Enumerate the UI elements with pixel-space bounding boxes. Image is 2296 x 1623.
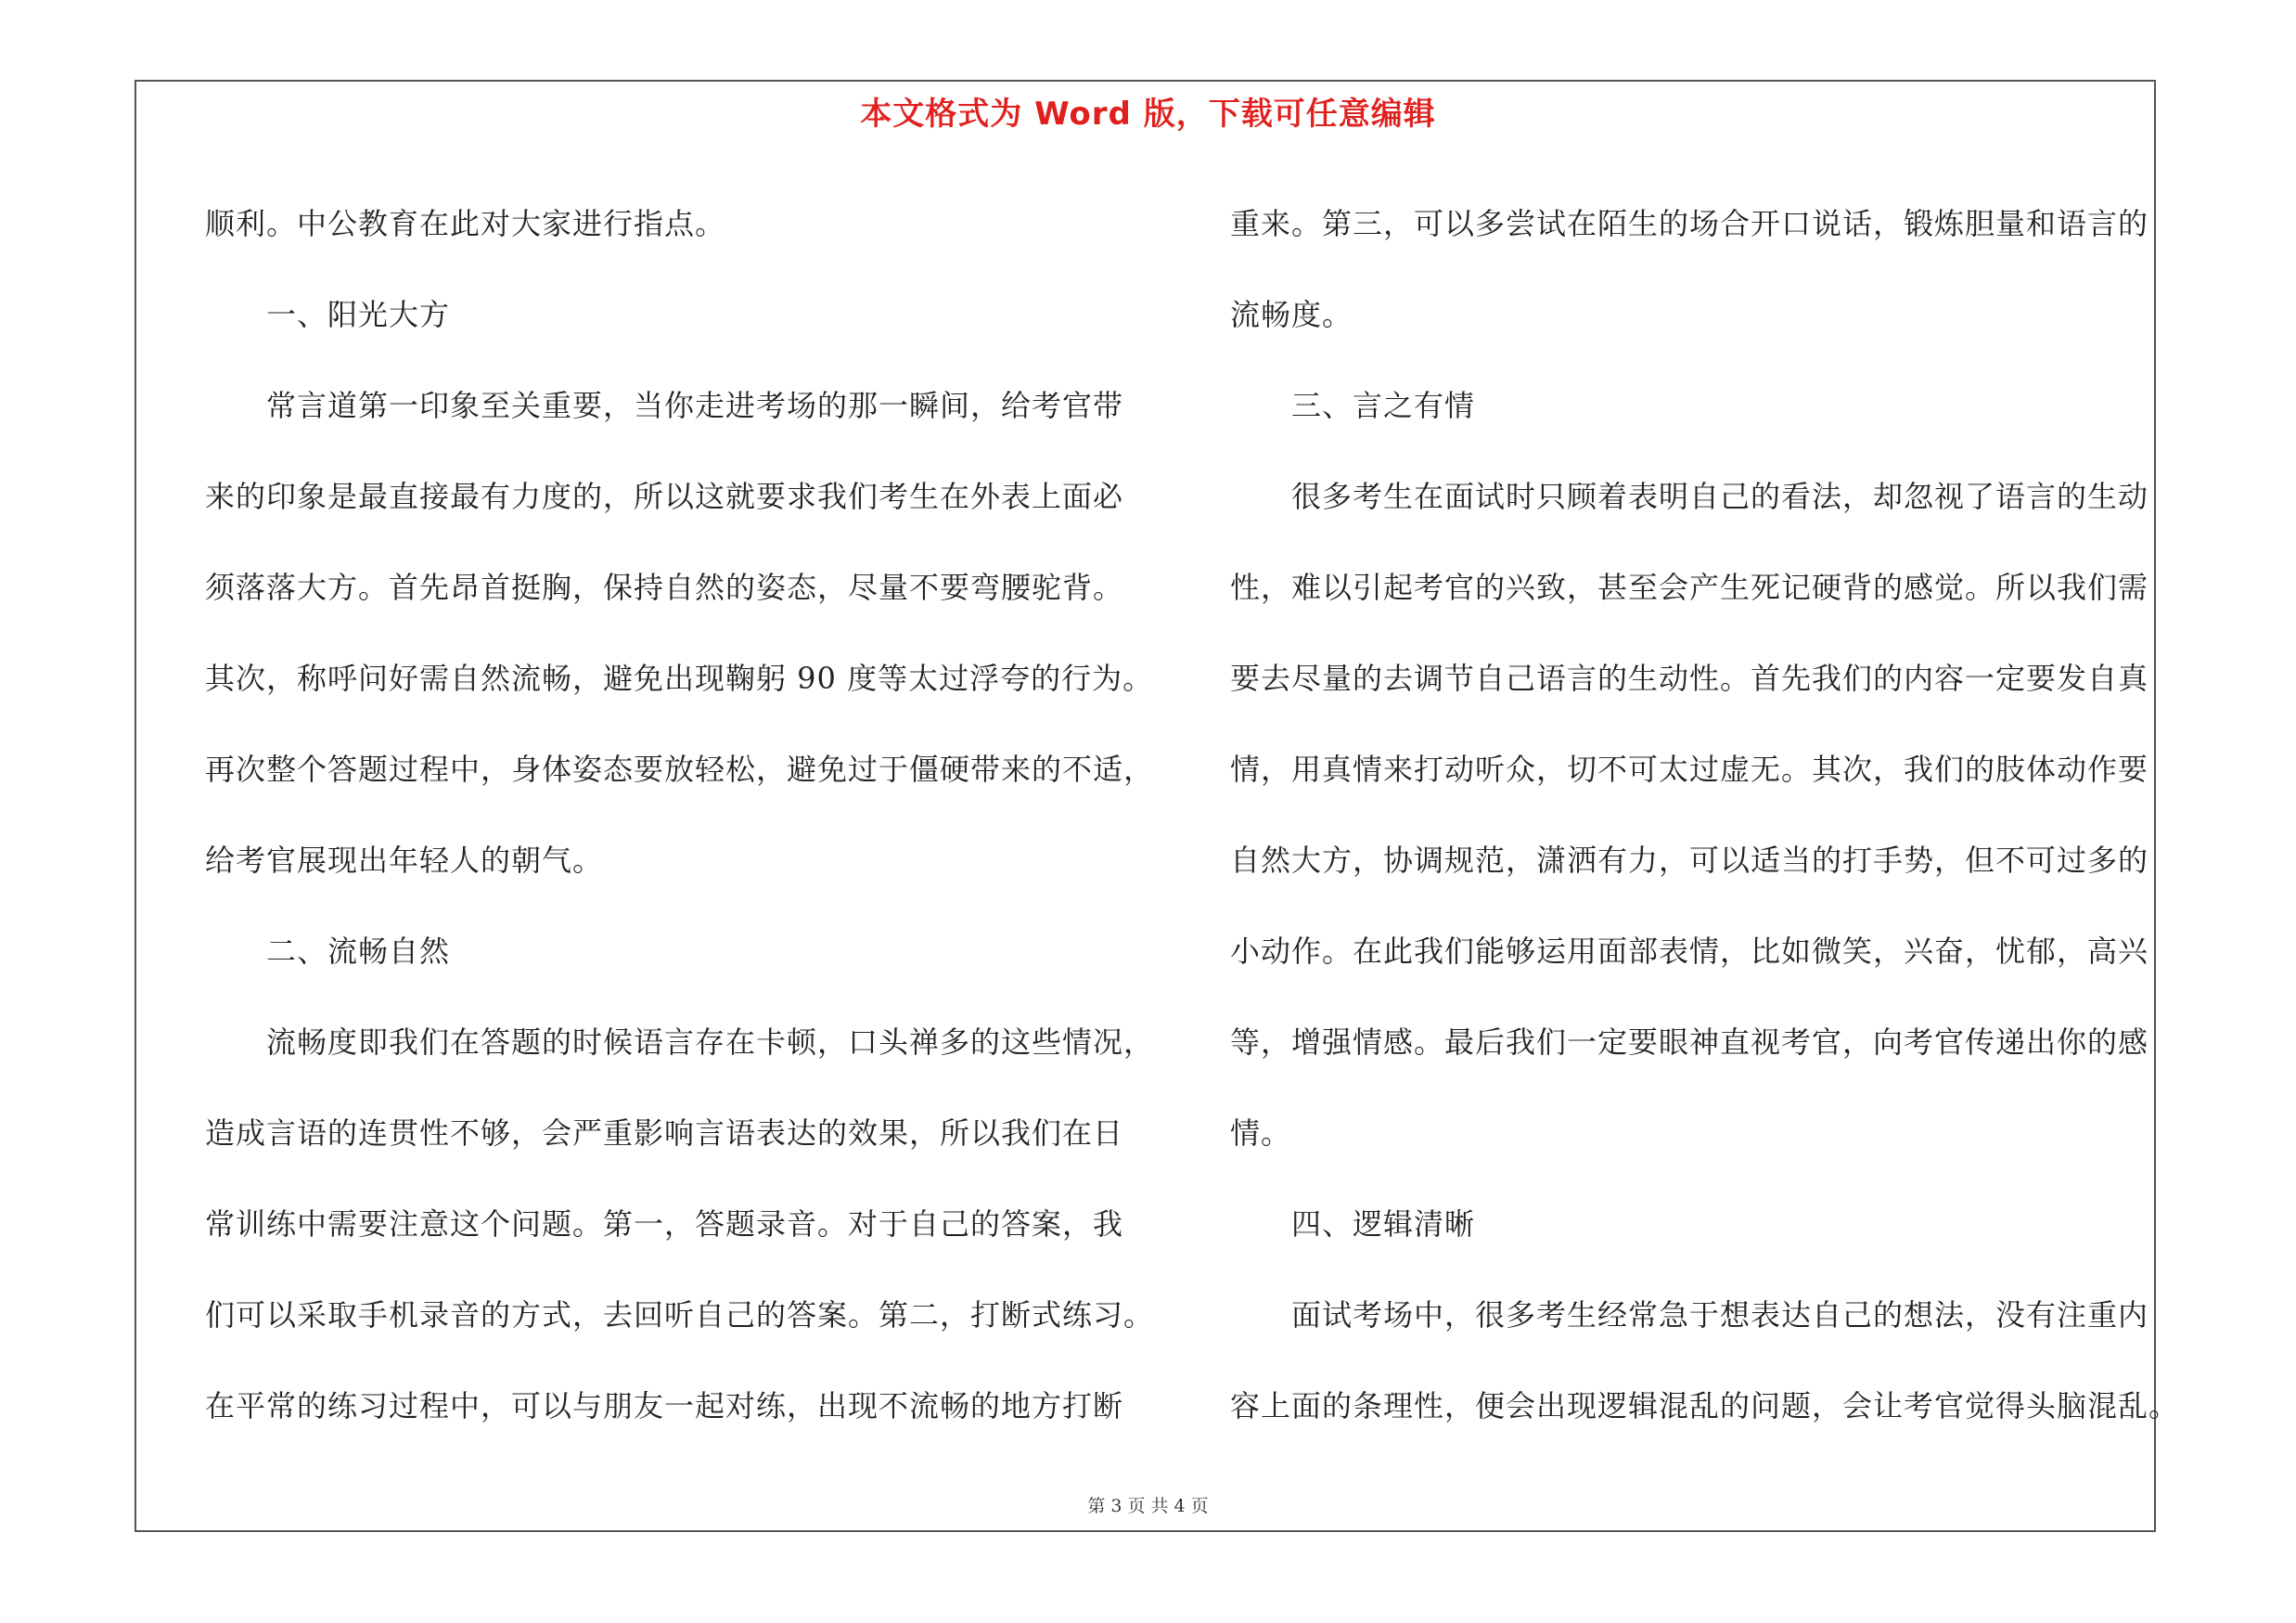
section-heading: 二、流畅自然 [205, 934, 451, 969]
text-line: 很多考生在面试时只顾着表明自己的看法，却忽视了语言的生动 [1230, 479, 2149, 514]
text-line: 自然大方，协调规范，潇洒有力，可以适当的打手势，但不可过多的 [1230, 843, 2149, 878]
section-heading: 一、阳光大方 [205, 297, 451, 332]
page-number-footer: 第 3 页 共 4 页 [1087, 1496, 1209, 1516]
text-line: 其次，称呼问好需自然流畅，避免出现鞠躬 90 度等太过浮夸的行为。 [205, 661, 1154, 696]
text-line: 给考官展现出年轻人的朝气。 [205, 843, 604, 878]
text-line: 再次整个答题过程中，身体姿态要放轻松，避免过于僵硬带来的不适， [205, 752, 1155, 787]
text-line: 造成言语的连贯性不够，会严重影响言语表达的效果，所以我们在日 [205, 1115, 1124, 1151]
text-line: 顺利。中公教育在此对大家进行指点。 [205, 206, 726, 241]
text-line: 来的印象是最直接最有力度的，所以这就要求我们考生在外表上面必 [205, 479, 1124, 514]
text-line: 容上面的条理性，便会出现逻辑混乱的问题，会让考官觉得头脑混乱。 [1230, 1388, 2180, 1423]
section-heading: 四、逻辑清晰 [1230, 1206, 1476, 1242]
text-line: 要去尽量的去调节自己语言的生动性。首先我们的内容一定要发自真 [1230, 661, 2149, 696]
text-line: 面试考场中，很多考生经常急于想表达自己的想法，没有注重内 [1230, 1297, 2149, 1333]
text-line: 须落落大方。首先昂首挺胸，保持自然的姿态，尽量不要弯腰驼背。 [205, 570, 1124, 605]
text-line: 等，增强情感。最后我们一定要眼神直视考官，向考官传递出你的感 [1230, 1024, 2149, 1060]
text-line: 在平常的练习过程中，可以与朋友一起对练，出现不流畅的地方打断 [205, 1388, 1124, 1423]
document-banner: 本文格式为 Word 版，下载可任意编辑 [860, 96, 1436, 133]
text-line: 情，用真情来打动听众，切不可太过虚无。其次，我们的肢体动作要 [1230, 752, 2149, 787]
text-line: 常言道第一印象至关重要，当你走进考场的那一瞬间，给考官带 [205, 388, 1124, 423]
section-heading: 三、言之有情 [1230, 388, 1476, 423]
text-line: 流畅度即我们在答题的时候语言存在卡顿，口头禅多的这些情况， [205, 1024, 1155, 1060]
left-column [205, 178, 1155, 1451]
text-line: 情。 [1230, 1115, 1292, 1151]
text-line: 重来。第三，可以多尝试在陌生的场合开口说话，锻炼胆量和语言的 [1230, 206, 2149, 241]
text-line: 们可以采取手机录音的方式，去回听自己的答案。第二，打断式练习。 [205, 1297, 1155, 1333]
right-column [1230, 178, 2180, 1451]
text-line: 小动作。在此我们能够运用面部表情，比如微笑，兴奋，忧郁，高兴 [1230, 934, 2149, 969]
text-line: 性，难以引起考官的兴致，甚至会产生死记硬背的感觉。所以我们需 [1230, 570, 2149, 605]
text-line: 流畅度。 [1230, 297, 1353, 332]
text-line: 常训练中需要注意这个问题。第一，答题录音。对于自己的答案，我 [205, 1206, 1124, 1242]
